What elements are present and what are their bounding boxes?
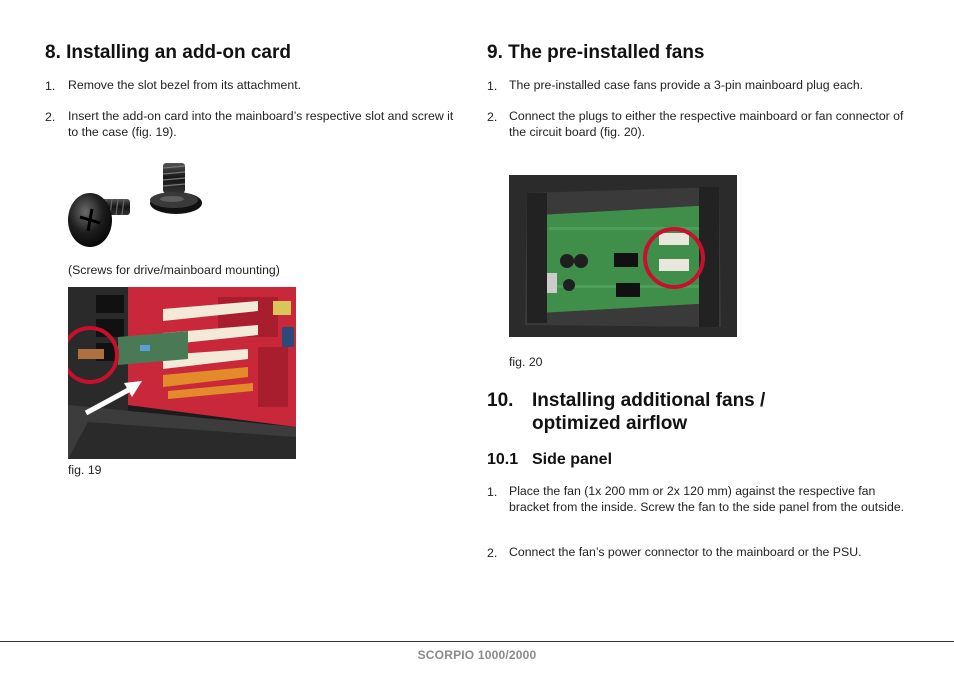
step-text: Remove the slot bezel from its attachment.: [68, 78, 302, 92]
step-number: 2.: [45, 110, 56, 124]
fig-19-caption: fig. 19: [68, 463, 102, 477]
footer-product-name: SCORPIO 1000/2000: [417, 648, 537, 662]
step-number: 1.: [45, 79, 56, 93]
step-text: Connect the fan’s power connector to the mainboard or the PSU.: [509, 545, 862, 559]
step-number: 2.: [487, 110, 498, 124]
section-10-title-line1: Installing additional fans /: [532, 390, 766, 411]
fig-20-photo: [509, 175, 737, 337]
step-text: Insert the add-on card into the mainboard’s respective slot and screw it to the case (fig. 19).: [68, 109, 454, 139]
section-10-title-line2: optimized airflow: [532, 413, 688, 434]
screws-image: [66, 157, 208, 249]
fig-20-caption: fig. 20: [509, 355, 543, 369]
step-number: 1.: [487, 485, 498, 499]
screws-caption: (Screws for drive/mainboard mounting): [68, 263, 280, 277]
footer-divider: [0, 641, 954, 642]
step-number: 2.: [487, 546, 498, 560]
section-10-number: 10.: [487, 390, 514, 411]
section-9-title: 9. The pre-installed fans: [487, 42, 705, 63]
section-8-title: 8. Installing an add-on card: [45, 42, 291, 63]
step-number: 1.: [487, 79, 498, 93]
step-text: Place the fan (1x 200 mm or 2x 120 mm) against the respective fan bracket from the inside. Screw the fan to the side panel from the outside.: [509, 484, 905, 514]
subsection-10-1-title: Side panel: [532, 451, 613, 468]
step-text: The pre-installed case fans provide a 3-pin mainboard plug each.: [509, 78, 864, 92]
subsection-10-1-number: 10.1: [487, 451, 519, 468]
step-text: Connect the plugs to either the respective mainboard or fan connector of the circuit board (fig. 20).: [509, 109, 904, 139]
fig-19-photo: [68, 287, 296, 459]
